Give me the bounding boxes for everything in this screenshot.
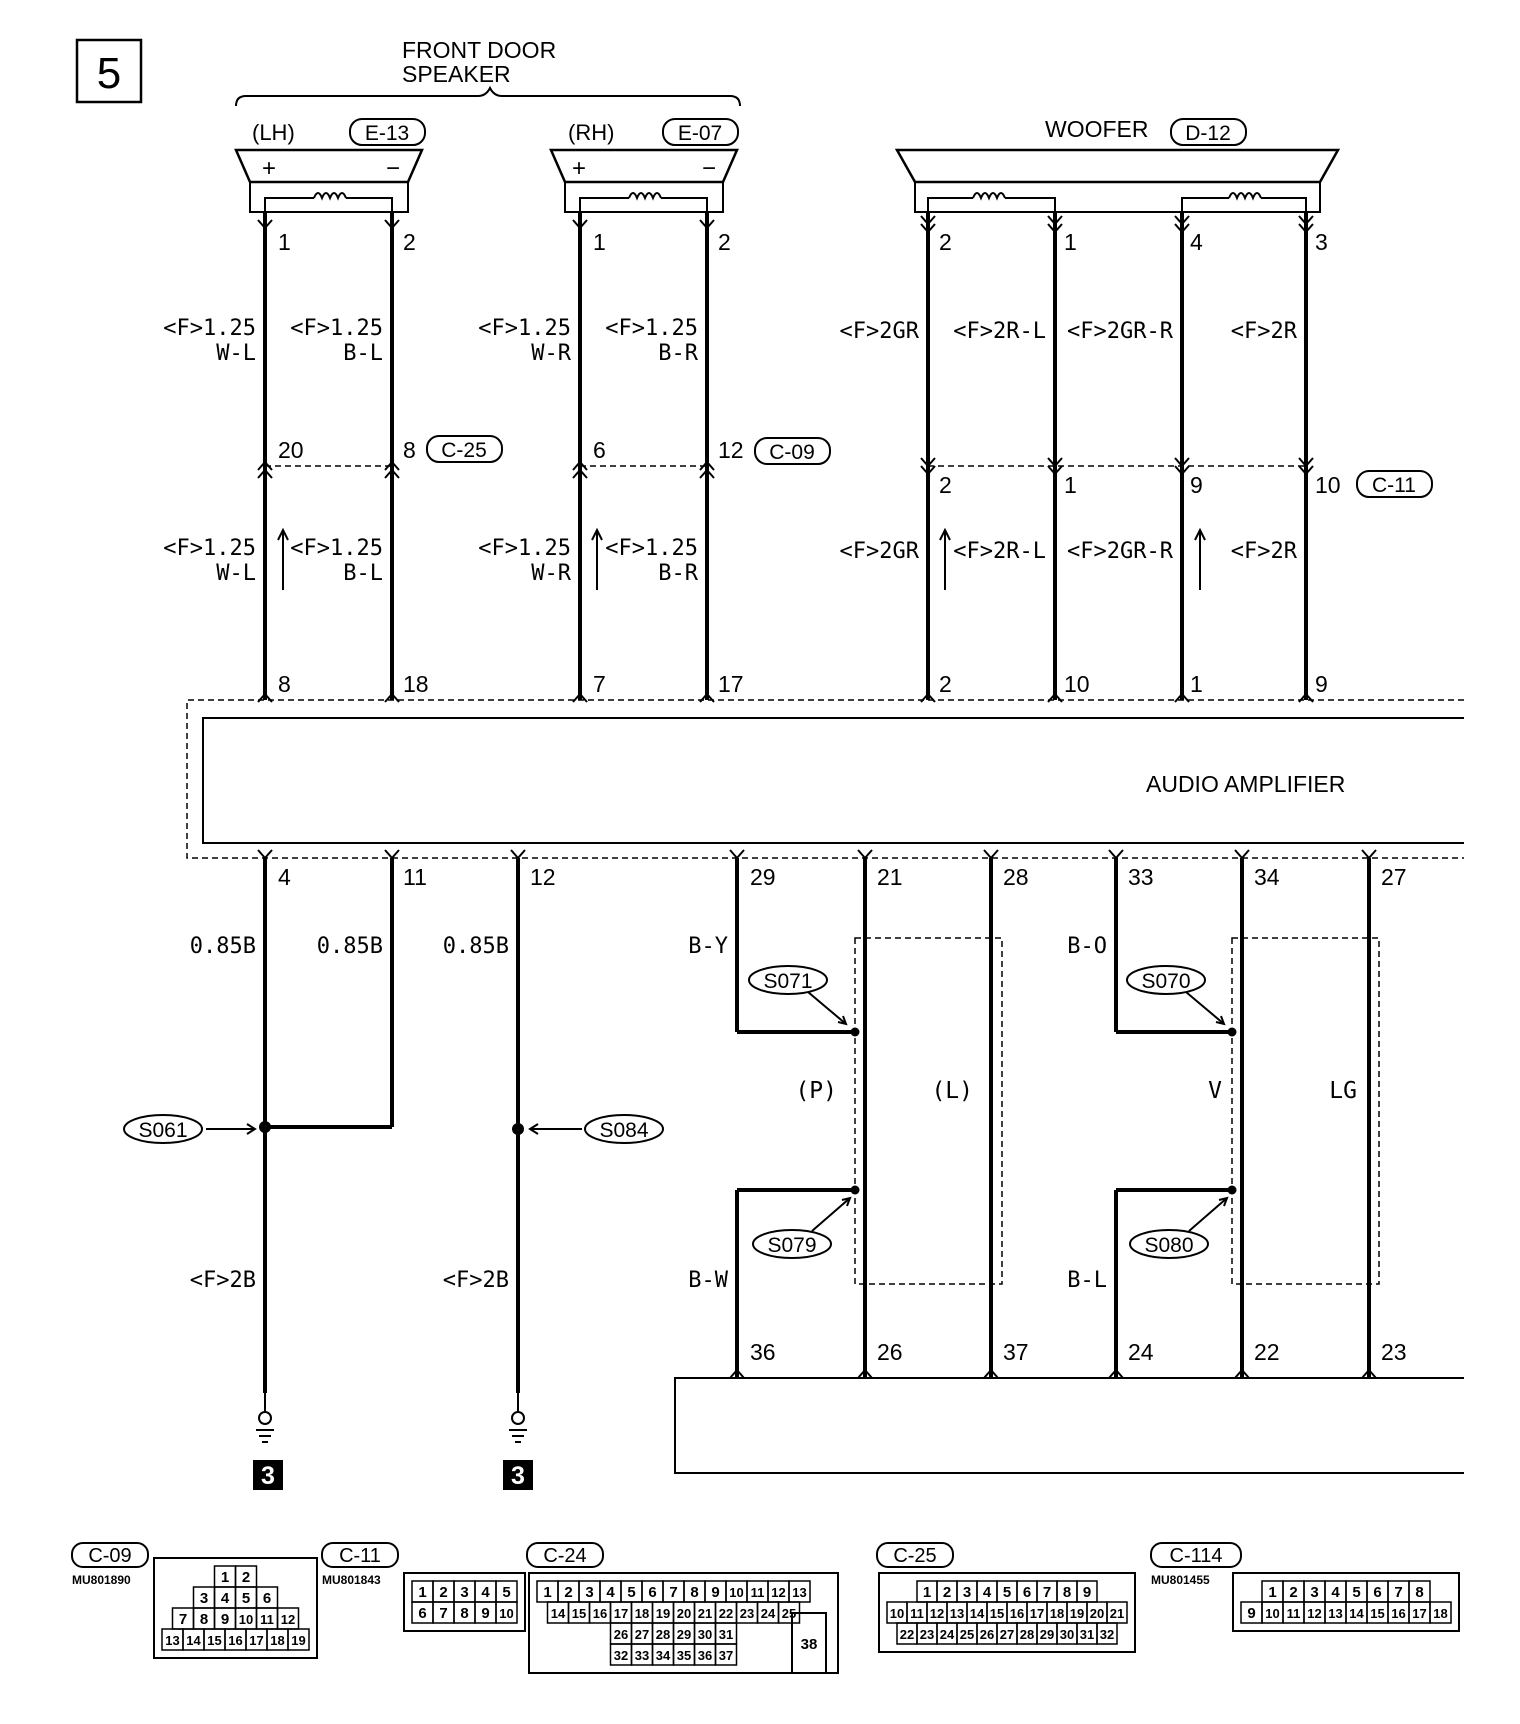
connector-pin-number: 14 <box>969 1606 985 1621</box>
connector-pin-number: 23 <box>919 1627 935 1642</box>
rh-minus: − <box>702 155 717 182</box>
junction-pin: 8 <box>403 437 416 463</box>
lh-connector-id: E-13 <box>364 122 410 145</box>
shield-group-label: LG <box>1329 1078 1357 1104</box>
connector-pin-number: 2 <box>564 1584 573 1601</box>
connector-pin-number: 12 <box>929 1606 945 1621</box>
wire-color: B-R <box>658 561 698 586</box>
amp-bottom-pin: 12 <box>530 864 556 890</box>
shield-wire-label: B-L <box>1067 1268 1107 1293</box>
connector-pin-number: 14 <box>550 1606 566 1621</box>
connector-pin-number: 30 <box>697 1627 713 1642</box>
connector-pin-number: 2 <box>942 1584 952 1601</box>
connector-view <box>72 1543 317 1658</box>
connector-pin-number: 28 <box>655 1627 671 1642</box>
wire-code: <F>2R-L <box>953 539 1046 564</box>
connector-pin-number: 19 <box>1069 1606 1085 1621</box>
connector-pin-number: 29 <box>1039 1627 1055 1642</box>
splice-arrow-icon <box>808 992 846 1024</box>
splice-s079-label: S079 <box>767 1234 817 1257</box>
speaker-pin: 3 <box>1315 229 1328 255</box>
connector-pin-number: 6 <box>1022 1584 1032 1601</box>
junction-pin: 12 <box>718 437 744 463</box>
connector-view <box>322 1543 525 1631</box>
connector-pin-number: 27 <box>999 1627 1015 1642</box>
splice-arrow-icon <box>206 1124 255 1134</box>
shield-wire-label: B-O <box>1067 934 1107 959</box>
connector-pin-number: 8 <box>690 1584 699 1601</box>
shield-group-label: (P) <box>795 1078 837 1104</box>
connector-pin-number: 2 <box>439 1584 448 1601</box>
amp-bottom-pin: 11 <box>403 864 427 890</box>
splice-arrow-icon <box>812 1198 850 1231</box>
rh-connector-id: E-07 <box>677 122 723 145</box>
connector-pin-number: 1 <box>543 1584 552 1601</box>
connector-pin-number: 35 <box>676 1648 692 1663</box>
connector-pin-number: 18 <box>270 1633 285 1648</box>
connector-pin-number: 7 <box>1394 1584 1403 1601</box>
wire-color: B-L <box>343 341 383 366</box>
connector-pin-number: 13 <box>949 1606 965 1621</box>
amp-top-pin: 18 <box>403 671 429 697</box>
woofer-label: WOOFER <box>1045 116 1149 142</box>
amp-top-pin: 7 <box>593 671 606 697</box>
connector-pin-number: 4 <box>982 1584 992 1601</box>
ground-icon <box>256 1393 274 1442</box>
connector-pin-number: 11 <box>750 1585 765 1600</box>
junction-pin: 6 <box>593 437 606 463</box>
connector-pin-number: 31 <box>1079 1627 1095 1642</box>
connector-pin-number: 19 <box>291 1633 306 1648</box>
connector-pin-number: 17 <box>1412 1606 1427 1621</box>
splice-s080-label: S080 <box>1144 1234 1194 1257</box>
connector-pin-number: 13 <box>792 1585 807 1600</box>
splice-dot <box>851 1028 860 1037</box>
connector-view-name: C-114 <box>1169 1545 1223 1567</box>
connector-views <box>72 1543 1459 1673</box>
connector-pin-number: 18 <box>634 1606 650 1621</box>
lower-pin: 22 <box>1254 1339 1280 1365</box>
connector-pin-number: 15 <box>571 1606 587 1621</box>
wire-color: W-L <box>216 561 256 586</box>
connector-pin-number: 7 <box>1042 1584 1052 1601</box>
connector-pin-number: 6 <box>1373 1584 1382 1601</box>
connector-view-name: C-09 <box>88 1545 132 1567</box>
ground-ref-label: 3 <box>511 1462 525 1490</box>
connector-pin-number: 14 <box>1349 1606 1364 1621</box>
wire-code: <F>2GR-R <box>1067 319 1173 344</box>
splice-dot <box>1228 1028 1237 1037</box>
connector-pin-number: 23 <box>739 1606 755 1621</box>
rh-coil-lead <box>580 198 707 212</box>
wire-size: <F>1.25 <box>478 316 571 341</box>
splice-s071-label: S071 <box>763 970 813 993</box>
signal-direction-arrow-icon-group <box>278 530 1205 590</box>
splice-dot <box>512 1123 524 1135</box>
connector-pin-number: 34 <box>655 1648 671 1663</box>
wire-code: <F>2R <box>1230 319 1297 344</box>
lower-pin: 37 <box>1003 1339 1029 1365</box>
connector-pin-number: 11 <box>1286 1606 1301 1621</box>
wire-size: <F>1.25 <box>290 316 383 341</box>
junction-pin: 10 <box>1315 472 1341 498</box>
connector-pin-number: 30 <box>1059 1627 1075 1642</box>
connector-pin-number: 10 <box>889 1606 905 1621</box>
connector-pin-number: 10 <box>238 1612 254 1627</box>
wire-color: W-R <box>531 561 571 586</box>
woofer-box <box>915 182 1320 212</box>
shield-group-label: V <box>1208 1078 1222 1104</box>
shield-box-left <box>855 938 1002 1284</box>
connector-pin-number: 2 <box>1289 1584 1298 1601</box>
shield-wire-label: B-Y <box>688 934 728 959</box>
connector-view-name: C-11 <box>339 1545 381 1567</box>
splice-dot <box>851 1186 860 1195</box>
connector-pin-number: 29 <box>676 1627 692 1642</box>
connector-pin-number: 31 <box>718 1627 734 1642</box>
ground-main-wire-label: <F>2B <box>189 1268 256 1293</box>
shield-wire-label: B-W <box>688 1268 728 1293</box>
speaker-pin: 1 <box>278 229 291 255</box>
wire-color: W-R <box>531 341 571 366</box>
connector-pin-number: 16 <box>1009 1606 1025 1621</box>
rh-side-label: (RH) <box>568 120 615 145</box>
connector-pin-number: 26 <box>979 1627 995 1642</box>
amp-bottom-pin: 4 <box>278 864 291 890</box>
connector-pin-number: 20 <box>676 1606 692 1621</box>
splice-dot <box>1228 1186 1237 1195</box>
connector-pin-number: 20 <box>1089 1606 1105 1621</box>
speaker-pin: 2 <box>939 229 952 255</box>
lower-pin: 23 <box>1381 1339 1407 1365</box>
junction-c09-id: C-09 <box>769 441 815 464</box>
connector-pin-number: 12 <box>1307 1606 1322 1621</box>
connector-view-name: C-25 <box>893 1545 937 1567</box>
connector-view <box>527 1543 838 1673</box>
connector-pin-number: 9 <box>481 1605 490 1622</box>
connector-pin-number: 10 <box>1265 1606 1280 1621</box>
lh-side-label: (LH) <box>252 120 295 145</box>
connector-pin-number: 4 <box>606 1584 615 1601</box>
connector-pin-number: 4 <box>1331 1584 1340 1601</box>
junction-c25-id: C-25 <box>441 439 487 462</box>
connector-view <box>1151 1543 1459 1631</box>
connector-pin-number: 21 <box>697 1606 713 1621</box>
ground-main-wire-label: <F>2B <box>442 1268 509 1293</box>
splice-arrow-icon <box>1186 992 1224 1024</box>
connector-pin-number: 15 <box>989 1606 1005 1621</box>
connector-pin-number: 3 <box>585 1584 594 1601</box>
amp-top-pin: 17 <box>718 671 744 697</box>
amp-bottom-pin: 33 <box>1128 864 1154 890</box>
connector-view-part: MU801843 <box>322 1573 381 1587</box>
connector-pin-number: 36 <box>697 1648 713 1663</box>
connector-pin-number: 3 <box>962 1584 972 1601</box>
connector-pin-number: 8 <box>460 1605 469 1622</box>
connector-pin-number: 8 <box>1415 1584 1424 1601</box>
connector-pin-number: 37 <box>718 1648 734 1663</box>
connector-pin-number: 16 <box>228 1633 243 1648</box>
page-badge: 5 <box>96 49 122 98</box>
splice-s084-label: S084 <box>599 1119 649 1142</box>
shield-box-right <box>1232 938 1379 1284</box>
wire-code: <F>2GR-R <box>1067 539 1173 564</box>
front-door-title-line2: SPEAKER <box>402 61 511 87</box>
connector-pin-number: 14 <box>186 1633 201 1648</box>
lh-plus: + <box>262 155 277 182</box>
ground-wire-label: 0.85B <box>442 934 509 959</box>
connector-pin-number: 26 <box>613 1627 629 1642</box>
connector-view-part: MU801890 <box>72 1573 131 1587</box>
lh-minus: − <box>386 155 401 182</box>
junction-pin: 1 <box>1064 472 1077 498</box>
connector-pin-number: 1 <box>1268 1584 1277 1601</box>
connector-pin-number: 12 <box>771 1585 786 1600</box>
amp-bottom-pin: 28 <box>1003 864 1029 890</box>
amp-bottom-pin: 29 <box>750 864 776 890</box>
connector-pin-number: 19 <box>655 1606 671 1621</box>
connector-pin-number: 10 <box>499 1606 514 1621</box>
connector-pin-number: 8 <box>199 1611 209 1628</box>
connector-pin-number: 9 <box>1247 1605 1256 1622</box>
splice-s070-label: S070 <box>1141 970 1191 993</box>
connector-pin-number: 6 <box>418 1605 427 1622</box>
lower-pin: 24 <box>1128 1339 1154 1365</box>
amplifier-label: AUDIO AMPLIFIER <box>1146 771 1346 797</box>
connector-pin-number: 9 <box>220 1611 230 1628</box>
connector-pin-number: 17 <box>613 1606 629 1621</box>
wire-color: W-L <box>216 341 256 366</box>
connector-pin-number: 10 <box>729 1585 744 1600</box>
connector-pin-number: 5 <box>627 1584 636 1601</box>
connector-pin-number: 7 <box>669 1584 678 1601</box>
connector-pin-number: 24 <box>760 1606 776 1621</box>
connector-pin-number: 5 <box>1002 1584 1012 1601</box>
connector-pin-number: 3 <box>460 1584 469 1601</box>
amp-top-pin: 9 <box>1315 671 1328 697</box>
lower-pin: 36 <box>750 1339 776 1365</box>
speaker-pin: 1 <box>1064 229 1077 255</box>
splice-arrow-icon <box>530 1124 582 1134</box>
connector-pin-number: 28 <box>1019 1627 1035 1642</box>
ground-wire-label: 0.85B <box>189 934 256 959</box>
connector-pin-number: 8 <box>1062 1584 1072 1601</box>
lh-coil-lead <box>265 198 392 212</box>
connector-pin-number: 6 <box>262 1590 272 1607</box>
lower-wire-group <box>265 858 1369 1393</box>
connector-pin-number: 25 <box>959 1627 975 1642</box>
connector-pin-number: 6 <box>648 1584 657 1601</box>
shield-group-label: (L) <box>931 1078 973 1104</box>
connector-pin-number: 1 <box>418 1584 427 1601</box>
connector-pin-number: 15 <box>1370 1606 1385 1621</box>
speaker-pin: 2 <box>718 229 731 255</box>
connector-pin-number: 24 <box>939 1627 955 1642</box>
wire-size: <F>1.25 <box>290 536 383 561</box>
wire-code: <F>2R-L <box>953 319 1046 344</box>
amp-bottom-pin: 27 <box>1381 864 1407 890</box>
junction-pin: 20 <box>278 437 304 463</box>
woofer-coil-1 <box>973 193 1005 198</box>
connector-pin-number: 1 <box>220 1569 230 1586</box>
ground-wire-label: 0.85B <box>316 934 383 959</box>
connector-pin-number: 17 <box>1029 1606 1045 1621</box>
wire-size: <F>1.25 <box>605 316 698 341</box>
connector-view-part: MU801455 <box>1151 1573 1210 1587</box>
connector-pin-number: 22 <box>718 1606 734 1621</box>
connector-view-name: C-24 <box>543 1545 587 1567</box>
wire-color: B-R <box>658 341 698 366</box>
connector-pin-number: 13 <box>1328 1606 1343 1621</box>
connector-pin-number: 17 <box>249 1633 264 1648</box>
rh-coil <box>629 193 661 198</box>
chevron-icon-group <box>258 850 1376 1378</box>
connector-pin-number: 11 <box>260 1612 274 1627</box>
woofer-body <box>897 150 1338 182</box>
ground-icon <box>509 1393 527 1442</box>
wire-size: <F>1.25 <box>163 316 256 341</box>
connector-pin-number: 4 <box>481 1584 490 1601</box>
connector-pin-number: 3 <box>199 1590 209 1607</box>
wire-code: <F>2GR <box>839 319 919 344</box>
connector-pin-number: 16 <box>1391 1606 1406 1621</box>
connector-pin-number: 4 <box>220 1590 230 1607</box>
wire-size: <F>1.25 <box>163 536 256 561</box>
amp-top-pin: 2 <box>939 671 952 697</box>
connector-pin-number: 9 <box>711 1584 720 1601</box>
amp-bottom-pin: 34 <box>1254 864 1280 890</box>
connector-pin-number: 32 <box>613 1648 629 1663</box>
connector-pin-number: 13 <box>165 1633 180 1648</box>
connector-pin-number: 3 <box>1310 1584 1319 1601</box>
woofer-coil-2 <box>1229 193 1261 198</box>
speaker-pin: 1 <box>593 229 606 255</box>
connector-pin-number: 18 <box>1049 1606 1065 1621</box>
connector-view <box>877 1543 1135 1652</box>
wire-code: <F>2R <box>1230 539 1297 564</box>
lower-pin: 26 <box>877 1339 903 1365</box>
connector-pin-number: 33 <box>634 1648 650 1663</box>
speaker-pin: 4 <box>1190 229 1203 255</box>
amp-bottom-pin: 21 <box>877 864 903 890</box>
rh-plus: + <box>572 155 587 182</box>
woofer-coil-lead-1 <box>928 198 1055 212</box>
front-door-title-line1: FRONT DOOR <box>402 37 557 63</box>
junction-pin: 9 <box>1190 472 1203 498</box>
connector-pin-number: 25 <box>781 1606 797 1621</box>
wire-size: <F>1.25 <box>478 536 571 561</box>
junction-pin: 2 <box>939 472 952 498</box>
wire-color: B-L <box>343 561 383 586</box>
connector-pin-number: 18 <box>1433 1606 1448 1621</box>
connector-pin-number: 38 <box>800 1636 818 1653</box>
connector-pin-number: 2 <box>241 1569 251 1586</box>
speaker-pin: 2 <box>403 229 416 255</box>
wire-size: <F>1.25 <box>605 536 698 561</box>
woofer-coil-lead-2 <box>1182 198 1306 212</box>
splice-arrow-icon <box>1189 1198 1227 1231</box>
connector-pin-number: 11 <box>910 1606 924 1621</box>
junction-c11-id: C-11 <box>1372 474 1416 497</box>
amp-top-pin: 8 <box>278 671 291 697</box>
lower-module-body <box>675 1378 1464 1473</box>
connector-pin-number: 32 <box>1099 1627 1115 1642</box>
connector-pin-number: 5 <box>241 1590 251 1607</box>
connector-pin-number: 22 <box>899 1627 915 1642</box>
connector-pin-number: 16 <box>592 1606 608 1621</box>
connector-pin-number: 12 <box>280 1612 296 1627</box>
connector-pin-number: 7 <box>178 1611 188 1628</box>
amp-top-pin: 1 <box>1190 671 1203 697</box>
connector-pin-number: 7 <box>439 1605 448 1622</box>
wire-code: <F>2GR <box>839 539 919 564</box>
connector-pin-number: 21 <box>1109 1606 1125 1621</box>
connector-pin-number: 15 <box>207 1633 222 1648</box>
amp-top-pin: 10 <box>1064 671 1090 697</box>
connector-pin-number: 27 <box>634 1627 650 1642</box>
connector-pin-number: 5 <box>502 1584 511 1601</box>
splice-s061-label: S061 <box>138 1119 188 1142</box>
connector-pin-number: 5 <box>1352 1584 1361 1601</box>
connector-pin-number: 1 <box>922 1584 932 1601</box>
connector-pin-number: 9 <box>1082 1584 1092 1601</box>
lh-coil <box>314 193 346 198</box>
splice-dot <box>259 1121 271 1133</box>
front-door-brace <box>236 88 740 106</box>
woofer-connector-id: D-12 <box>1185 122 1231 145</box>
ground-ref-label: 3 <box>261 1462 275 1490</box>
